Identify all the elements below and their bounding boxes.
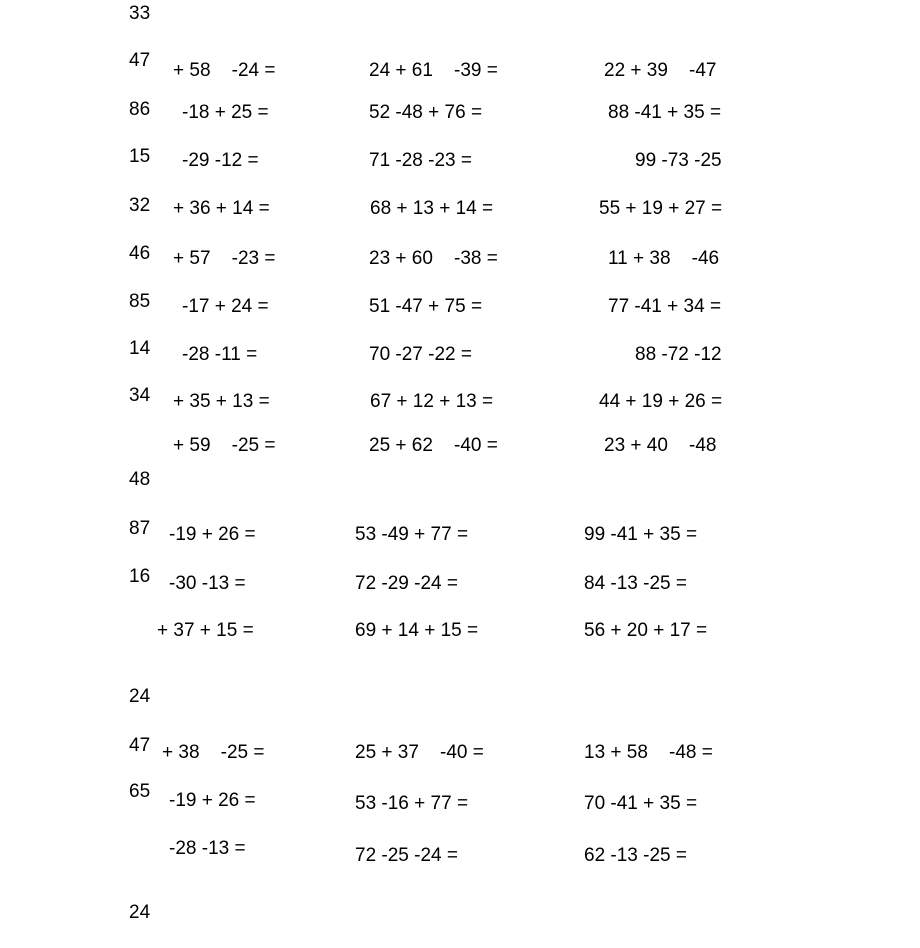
math-problem: 23 + 60 -38 = <box>369 248 498 269</box>
math-problem: 62 -13 -25 = <box>584 845 687 866</box>
math-problem: 44 + 19 + 26 = <box>599 391 723 412</box>
math-problem: 22 + 39 -47 <box>604 60 717 81</box>
math-problem: 99 -73 -25 <box>635 150 722 171</box>
math-problem: + 57 -23 = <box>173 248 276 269</box>
lead-number: 47 <box>129 735 151 756</box>
lead-number: 65 <box>129 781 151 802</box>
math-problem: 71 -28 -23 = <box>369 150 472 171</box>
math-problem: -29 -12 = <box>182 150 259 171</box>
math-problem: -19 + 26 = <box>169 790 256 811</box>
math-problem: + 38 -25 = <box>162 742 265 763</box>
math-problem: 55 + 19 + 27 = <box>599 198 723 219</box>
math-problem: + 59 -25 = <box>173 435 276 456</box>
lead-number: 15 <box>129 146 151 167</box>
math-problem: + 58 -24 = <box>173 60 276 81</box>
math-problem: 53 -49 + 77 = <box>355 524 469 545</box>
math-problem: 72 -29 -24 = <box>355 573 458 594</box>
lead-number: 16 <box>129 566 151 587</box>
lead-number: 24 <box>129 902 151 923</box>
math-problem: 69 + 14 + 15 = <box>355 620 479 641</box>
lead-number: 33 <box>129 3 151 24</box>
math-problem: 68 + 13 + 14 = <box>370 198 494 219</box>
lead-number: 86 <box>129 99 151 120</box>
math-problem: 53 -16 + 77 = <box>355 793 469 814</box>
math-problem: 67 + 12 + 13 = <box>370 391 494 412</box>
math-problem: 70 -41 + 35 = <box>584 793 698 814</box>
math-problem: -19 + 26 = <box>169 524 256 545</box>
math-problem: 23 + 40 -48 <box>604 435 717 456</box>
lead-number: 85 <box>129 291 151 312</box>
lead-number: 48 <box>129 469 151 490</box>
math-problem: -28 -11 = <box>182 344 258 365</box>
lead-number: 87 <box>129 518 151 539</box>
math-problem: 88 -72 -12 <box>635 344 722 365</box>
math-problem: -28 -13 = <box>169 838 246 859</box>
math-problem: 70 -27 -22 = <box>369 344 472 365</box>
math-problem: -30 -13 = <box>169 573 246 594</box>
math-problem: 84 -13 -25 = <box>584 573 687 594</box>
math-problem: + 37 + 15 = <box>157 620 254 641</box>
math-problem: 11 + 38 -46 <box>608 248 720 269</box>
lead-number: 46 <box>129 243 151 264</box>
math-problem: 88 -41 + 35 = <box>608 102 722 123</box>
math-problem: 99 -41 + 35 = <box>584 524 698 545</box>
math-problem: 72 -25 -24 = <box>355 845 458 866</box>
math-problem: -17 + 24 = <box>182 296 269 317</box>
lead-number: 32 <box>129 195 151 216</box>
lead-number: 14 <box>129 338 151 359</box>
math-problem: 13 + 58 -48 = <box>584 742 713 763</box>
math-problem: 77 -41 + 34 = <box>608 296 722 317</box>
math-problem: + 35 + 13 = <box>173 391 270 412</box>
math-problem: 56 + 20 + 17 = <box>584 620 708 641</box>
math-problem: 51 -47 + 75 = <box>369 296 483 317</box>
math-problem: 25 + 37 -40 = <box>355 742 484 763</box>
math-problem: -18 + 25 = <box>182 102 269 123</box>
math-problem: 25 + 62 -40 = <box>369 435 498 456</box>
lead-number: 47 <box>129 50 151 71</box>
math-problem: 52 -48 + 76 = <box>369 102 483 123</box>
math-problem: + 36 + 14 = <box>173 198 270 219</box>
lead-number: 24 <box>129 686 151 707</box>
lead-number: 34 <box>129 385 151 406</box>
math-problem: 24 + 61 -39 = <box>369 60 498 81</box>
